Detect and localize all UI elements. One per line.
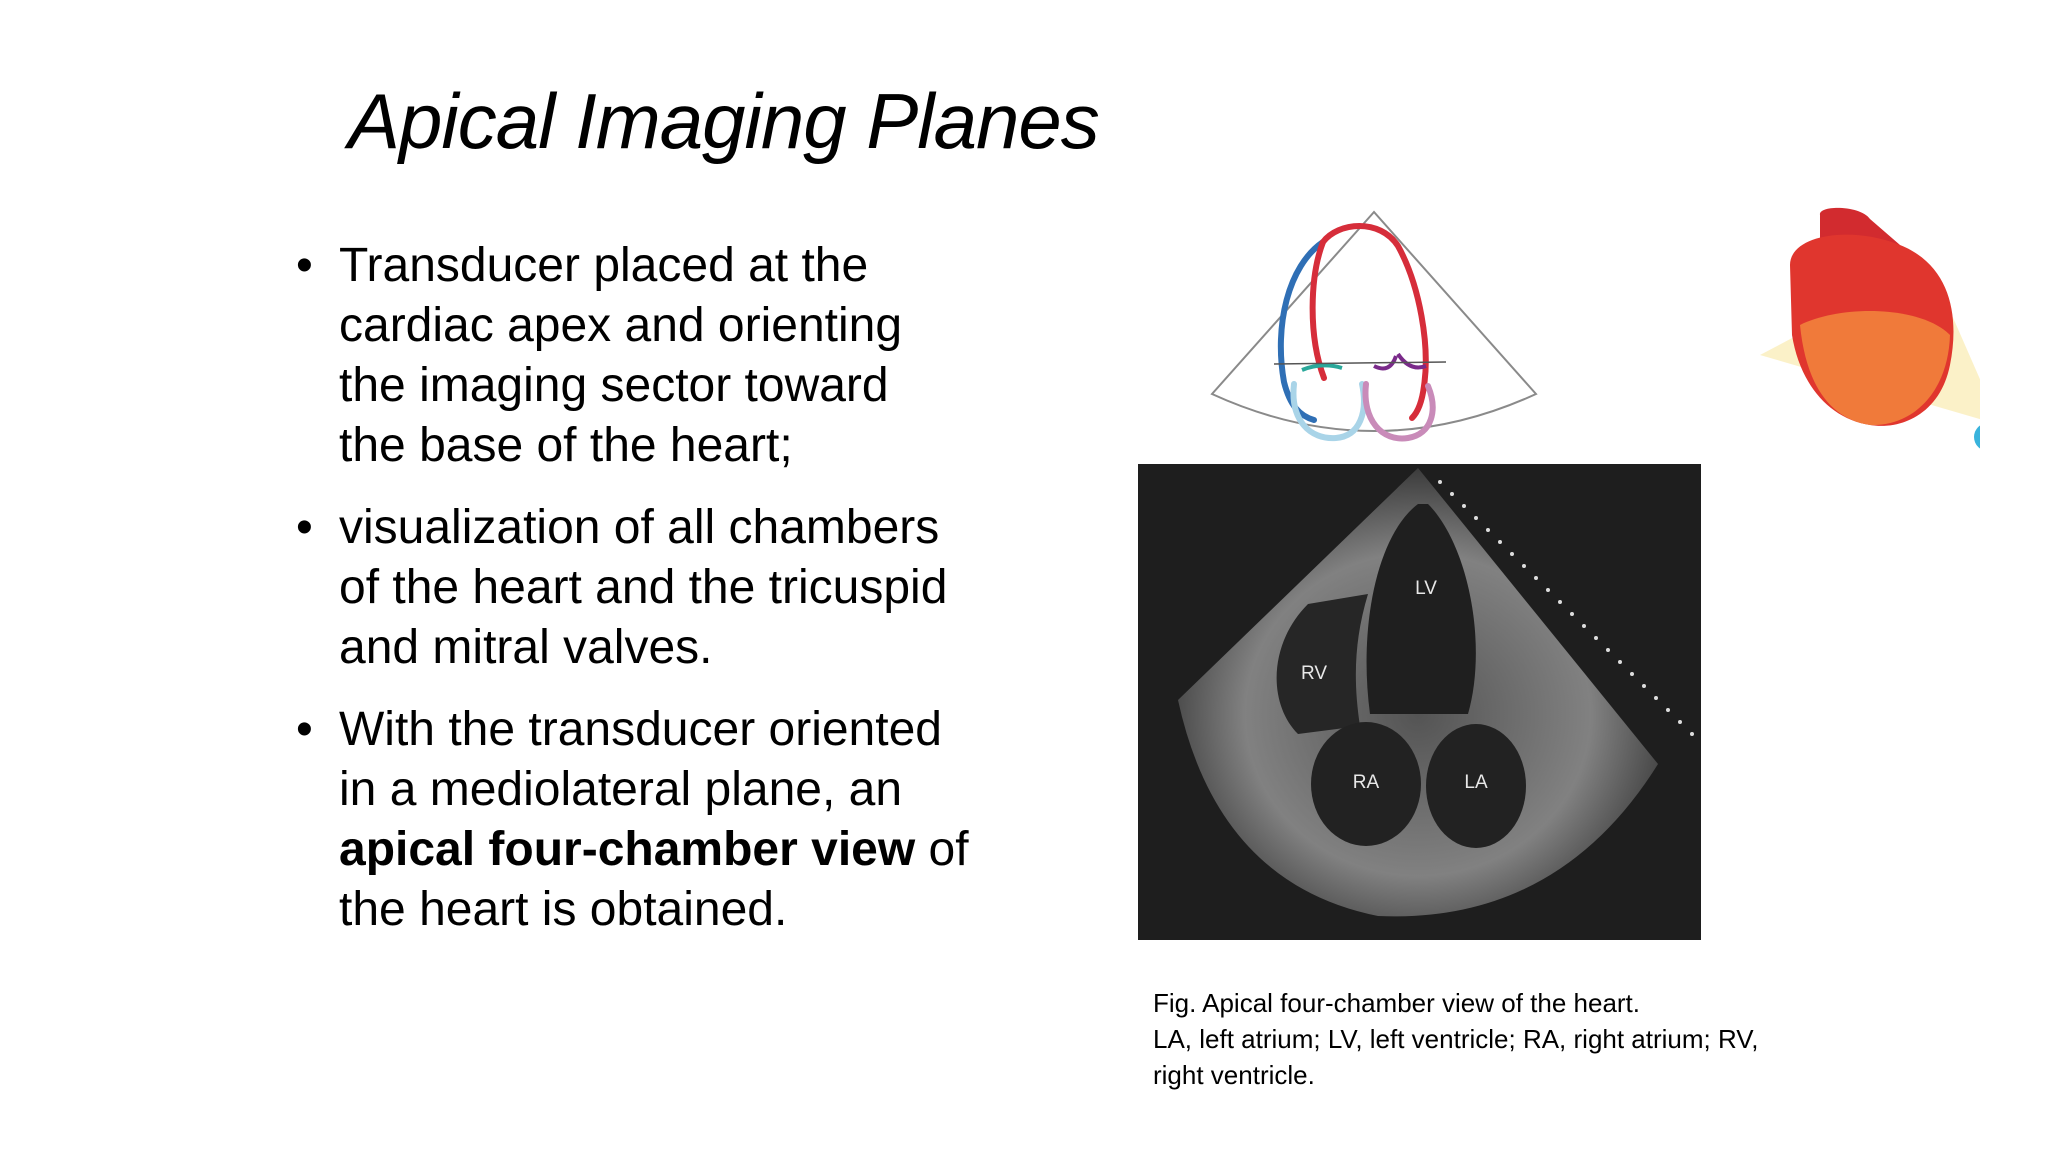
apical-four-chamber-diagram [1198,206,1550,446]
bullet-line: in a mediolateral plane, an [339,763,903,816]
heart-transducer-icon [1760,205,1980,455]
bullet-line [339,820,1056,880]
bullet-line: of the heart and the tricuspid [339,561,948,614]
bullet-line: Transducer placed at the [339,239,869,292]
sector-outline [1212,212,1536,431]
caption-line: right ventricle. [1153,1060,1315,1090]
bold-term: apical four-chamber view [339,823,916,876]
caption-line: Fig. Apical four-chamber view of the heart. [1153,988,1641,1018]
heart-lower [1800,311,1950,425]
bullet-item [296,498,1056,678]
bullet-line: With the transducer oriented [339,703,942,756]
septum-outline [1313,242,1324,378]
figure-caption [1153,985,1853,1093]
bullet-item [296,700,1056,940]
probe-dot [1974,423,1980,451]
sector-chord [1274,362,1446,364]
label-ra: RA [1352,772,1380,793]
bullet-item [296,236,1056,476]
bullet-line-tail: of [915,823,969,876]
label-rv: RV [1300,663,1328,684]
lv-outline [1323,226,1426,418]
label-lv: LV [1415,578,1437,599]
bullet-list [296,236,1056,962]
bullet-marker: • [296,239,313,292]
bullet-marker: • [296,703,313,756]
caption-line: LA, left atrium; LV, left ventricle; RA, right atrium; RV, [1153,1024,1759,1054]
echocardiogram-image [1138,464,1701,940]
bullet-line: the heart is obtained. [339,883,788,936]
bullet-line: the base of the heart; [339,419,793,472]
bullet-marker: • [296,501,313,554]
label-la: LA [1464,772,1488,793]
ra-outline [1293,384,1363,438]
bullet-line: and mitral valves. [339,621,713,674]
bullet-line: the imaging sector toward [339,359,889,412]
bullet-line: visualization of all chambers [339,501,940,554]
slide-title: Apical Imaging Planes [348,77,1099,165]
bullet-line: cardiac apex and orienting [339,299,903,352]
mitral-valve [1374,354,1426,368]
